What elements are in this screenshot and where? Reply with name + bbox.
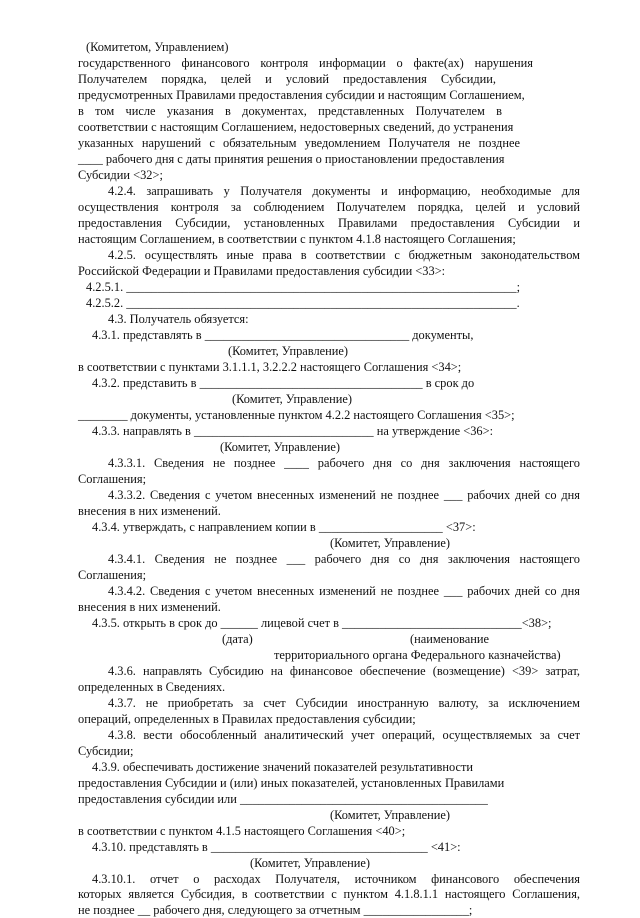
caption-committee: (Комитет, Управление) [330, 808, 451, 822]
clause-4-3-7: 4.3.7. не приобретать за счет Субсидии иностранную валюту, за исключением [108, 696, 580, 710]
text-line: настоящим Соглашением, в соответствии с пунктом 4.1.8 настоящего Соглашения; [78, 232, 516, 246]
clause-4-3-3-1: 4.3.3.1. Сведения не позднее ____ рабочего дня со дня заключения настоящего [108, 456, 580, 470]
caption-committee: (Комитет, Управление) [232, 392, 353, 406]
text-line: ____ рабочего дня с даты принятия решения о приостановлении предоставления [78, 152, 505, 166]
text-line: внесения в них изменений. [78, 504, 221, 518]
text-line: предоставления Субсидии и (или) иных показателей, установленных Правилами [78, 776, 505, 790]
clause-4-3-6: 4.3.6. направлять Субсидию на финансовое обеспечение (возмещение) <39> затрат, [108, 664, 580, 678]
caption-committee: (Комитет, Управление) [220, 440, 341, 454]
clause-4-3-8: 4.3.8. вести обособленный аналитический учет операций, осуществляемых за счет [108, 728, 580, 742]
text-line: Субсидии <32>; [78, 168, 163, 182]
text-line: Соглашения; [78, 568, 147, 582]
text-line: Получателем порядка, целей и условий предоставления Субсидии, [78, 72, 496, 86]
caption-treasury: территориального органа Федерального казначейства) [274, 648, 561, 662]
text-line: не позднее __ рабочего дня, следующего за отчетным _________________; [78, 903, 473, 917]
caption-name: (наименование [410, 632, 490, 646]
text-line: осуществления контроля за соблюдением Получателем порядка, целей и условий [78, 200, 580, 214]
clause-4-3-1: 4.3.1. представлять в _________________________________ документы, [92, 328, 474, 342]
clause-4-2-5: 4.2.5. осуществлять иные права в соответствии с бюджетным законодательством [108, 248, 580, 262]
caption-committee: (Комитет, Управление) [250, 856, 371, 870]
clause-4-3-4-1: 4.3.4.1. Сведения не позднее ___ рабочего дня со дня заключения настоящего [108, 552, 580, 566]
clause-4-3-10-1: 4.3.10.1. отчет о расходах Получателя, источником финансового обеспечения [92, 872, 580, 886]
caption-date: (дата) [222, 632, 253, 646]
clause-4-3-2: 4.3.2. представить в ____________________________________ в срок до [92, 376, 475, 390]
text-line: внесения в них изменений. [78, 600, 221, 614]
clause-4-2-4: 4.2.4. запрашивать у Получателя документы и информацию, необходимые для [108, 184, 580, 198]
caption-committee: (Комитет, Управление) [228, 344, 349, 358]
text-line: Субсидии; [78, 744, 134, 758]
text-line: Российской Федерации и Правилами предоставления субсидии <33>: [78, 264, 446, 278]
caption-committee: (Комитетом, Управлением) [86, 40, 229, 54]
text-line: ________ документы, установленные пунктом 4.2.2 настоящего Соглашения <35>; [78, 408, 515, 422]
clause-4-2-5-1: 4.2.5.1. _______________________________________________________________; [86, 280, 521, 294]
clause-4-2-5-2: 4.2.5.2. _______________________________________________________________. [86, 296, 520, 310]
text-line: указанных нарушений с обязательным уведомлением Получателя не позднее [78, 136, 520, 150]
clause-4-3-3-2: 4.3.3.2. Сведения с учетом внесенных изменений не позднее ___ рабочих дней со дня [108, 488, 580, 502]
text-line: государственного финансового контроля информации о факте(ах) нарушения [78, 56, 533, 70]
clause-4-3-5: 4.3.5. открыть в срок до ______ лицевой счет в _____________________________<38>; [92, 616, 552, 630]
text-line: операций, определенных в Правилах предоставления субсидии; [78, 712, 416, 726]
caption-committee: (Комитет, Управление) [330, 536, 451, 550]
text-line: которых является Субсидия, в соответствии с пунктом 4.1.8.1.1 настоящего Соглашения, [78, 887, 580, 901]
text-line: соответствии с настоящим Соглашением, недостоверных сведений, до устранения [78, 120, 514, 134]
text-line: определенных в Сведениях. [78, 680, 226, 694]
clause-4-3-4: 4.3.4. утверждать, с направлением копии в ____________________ <37>: [92, 520, 476, 534]
text-line: Соглашения; [78, 472, 147, 486]
section-4-3: 4.3. Получатель обязуется: [108, 312, 249, 326]
clause-4-3-10: 4.3.10. представлять в ___________________________________ <41>: [92, 840, 461, 854]
text-line: предусмотренных Правилами предоставления субсидии и настоящим Соглашением, [78, 88, 525, 102]
text-line: предоставления Субсидии, установленных Правилами предоставления Субсидии и [78, 216, 580, 230]
clause-4-3-4-2: 4.3.4.2. Сведения с учетом внесенных изменений не позднее ___ рабочих дней со дня [108, 584, 580, 598]
clause-4-3-3: 4.3.3. направлять в _____________________________ на утверждение <36>: [92, 424, 494, 438]
text-line: предоставления субсидии или ________________________________________ [78, 792, 488, 806]
text-line: в соответствии с пунктом 4.1.5 настоящего Соглашения <40>; [78, 824, 406, 838]
text-line: в том числе указания в документах, представленных Получателем в [78, 104, 502, 118]
clause-4-3-9: 4.3.9. обеспечивать достижение значений показателей результативности [92, 760, 474, 774]
text-line: в соответствии с пунктами 3.1.1.1, 3.2.2.2 настоящего Соглашения <34>; [78, 360, 462, 374]
